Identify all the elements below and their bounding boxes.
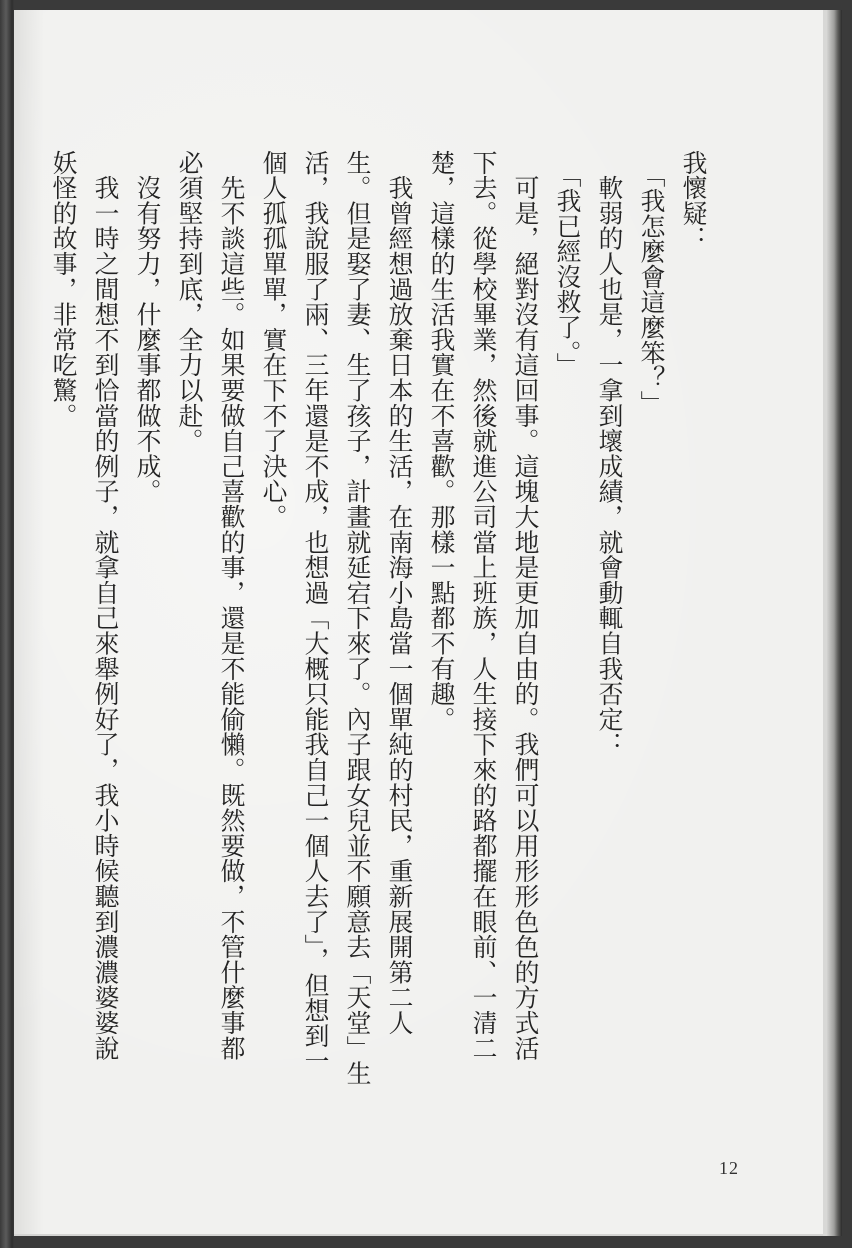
text-line-5: 可是，絕對沒有這回事。這塊大地是更加自由的。我們可以用形形色色的方式活 — [511, 150, 540, 1061]
text-line-12: 先不談這些。如果要做自己喜歡的事，還是不能偷懶。既然要做，不管什麼事都 — [217, 150, 246, 1061]
text-line-11: 個人孤孤單單，實在下不了決心。 — [259, 150, 288, 530]
text-line-2: 「我怎麼會這麼笨？」 — [637, 150, 666, 416]
text-line-7: 楚，這樣的生活我實在不喜歡。那樣一點都不有趣。 — [427, 150, 456, 732]
text-line-8: 我曾經想過放棄日本的生活，在南海小島當一個單純的村民，重新展開第二人 — [385, 150, 414, 1036]
text-line-14: 沒有努力，什麼事都做不成。 — [133, 150, 162, 505]
body-text — [49, 150, 714, 1110]
text-line-9: 生。但是娶了妻、生了孩子，計畫就延宕下來了。內子跟女兒並不願意去「天堂」生 — [343, 150, 372, 1087]
text-line-15: 我一時之間想不到恰當的例子，就拿自己來舉例好了，我小時候聽到濃濃婆婆說 — [91, 150, 120, 1061]
page-edge — [826, 10, 842, 1236]
text-line-1: 我懷疑： — [679, 150, 708, 252]
text-line-16: 妖怪的故事，非常吃驚。 — [49, 150, 78, 429]
text-line-6: 下去。從學校畢業，然後就進公司當上班族，人生接下來的路都擺在眼前、一清二 — [469, 150, 498, 1061]
text-line-13: 必須堅持到底，全力以赴。 — [175, 150, 204, 454]
text-line-10: 活，我說服了兩、三年還是不成，也想過「大概只能我自己一個人去了」，但想到一 — [301, 150, 330, 1074]
text-line-3: 軟弱的人也是，一拿到壞成績，就會動輒自我否定： — [595, 150, 624, 758]
book-page — [14, 10, 826, 1236]
text-line-4: 「我已經沒救了。」 — [553, 150, 582, 379]
page-number: 12 — [719, 1158, 739, 1178]
vertical-text-columns — [49, 150, 714, 1110]
